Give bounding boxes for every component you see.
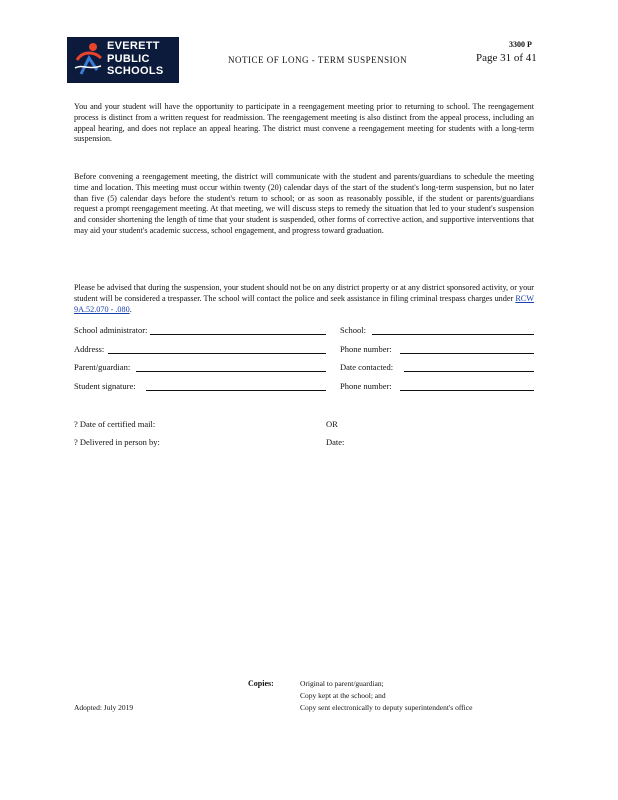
copies-label: Copies: bbox=[248, 679, 274, 688]
or-label: OR bbox=[326, 419, 338, 429]
delivered-in-person-label: ? Delivered in person by: bbox=[74, 437, 160, 447]
school-admin-label: School administrator: bbox=[74, 325, 148, 335]
certified-mail-label: ? Date of certified mail: bbox=[74, 419, 156, 429]
paragraph-meeting: Before convening a reengagement meeting, the district will communicate with the student and parents/guardians to schedule the meeting time and location. This meeting must occur within twenty (20) calendar days of the start of the student's long-term suspension, but no later than five (5) calendar days before the student's return to school; or as soon as reasonably possible, if the student or parents/guardians request a prompt reengagement meeting. At that meeting, we will discuss steps to remedy the situation that led to your student's suspension and consider shortening the length of time that your student is suspended, other forms of corrective action, and supportive interventions that may aid your student's academic success, school engagement, and progress toward graduation. bbox=[74, 172, 534, 235]
trespass-end: . bbox=[129, 304, 132, 314]
date-contacted-label: Date contacted: bbox=[340, 362, 394, 372]
runner-icon bbox=[71, 40, 105, 80]
parent-line[interactable] bbox=[136, 371, 326, 372]
parent-label: Parent/guardian: bbox=[74, 362, 131, 372]
adopted-date: Adopted: July 2019 bbox=[74, 703, 134, 712]
school-line[interactable] bbox=[372, 334, 534, 335]
trespass-text: Please be advised that during the suspension, your student should not be on any district property or at any district sponsored activity, or your student will be considered a trespasser. The school will contact the police and seek assistance in filing criminal trespass charges under bbox=[74, 283, 534, 303]
logo-line-1: EVERETT bbox=[107, 40, 160, 52]
page-number: Page 31 of 41 bbox=[476, 52, 537, 64]
address-line[interactable] bbox=[108, 353, 326, 354]
logo-line-3: SCHOOLS bbox=[107, 65, 164, 77]
page-title: NOTICE OF LONG - TERM SUSPENSION bbox=[228, 55, 408, 65]
student-signature-line[interactable] bbox=[146, 390, 326, 391]
address-label: Address: bbox=[74, 344, 105, 354]
logo-text bbox=[107, 40, 164, 78]
paragraph-trespass bbox=[74, 283, 534, 315]
rcw-link[interactable]: RCW 9A.52.070 - .080 bbox=[74, 293, 534, 314]
phone-label-1: Phone number: bbox=[340, 344, 392, 354]
phone-line-1[interactable] bbox=[400, 353, 534, 354]
copy-item-3: Copy sent electronically to deputy superintendent's office bbox=[300, 703, 473, 712]
school-admin-line[interactable] bbox=[150, 334, 326, 335]
copy-item-2: Copy kept at the school; and bbox=[300, 691, 386, 700]
copy-item-1: Original to parent/guardian; bbox=[300, 679, 384, 688]
logo-line-2: PUBLIC bbox=[107, 52, 150, 65]
phone-line-2[interactable] bbox=[400, 390, 534, 391]
policy-code: 3300 P bbox=[509, 40, 532, 49]
student-signature-label: Student signature: bbox=[74, 381, 136, 391]
phone-label-2: Phone number: bbox=[340, 381, 392, 391]
paragraph-reengagement: You and your student will have the opportunity to participate in a reengagement meeting prior to returning to school. The reengagement process is distinct from a written request for readmission. The reengagement meeting is also distinct from the appeal process, including an appeal hearing, and does not replace an appeal hearing. The district must convene a reengagement meeting for students with a long-term suspension. bbox=[74, 102, 534, 144]
date-contacted-line[interactable] bbox=[404, 371, 534, 372]
district-logo bbox=[67, 37, 179, 83]
date-label: Date: bbox=[326, 437, 345, 447]
school-label: School: bbox=[340, 325, 366, 335]
